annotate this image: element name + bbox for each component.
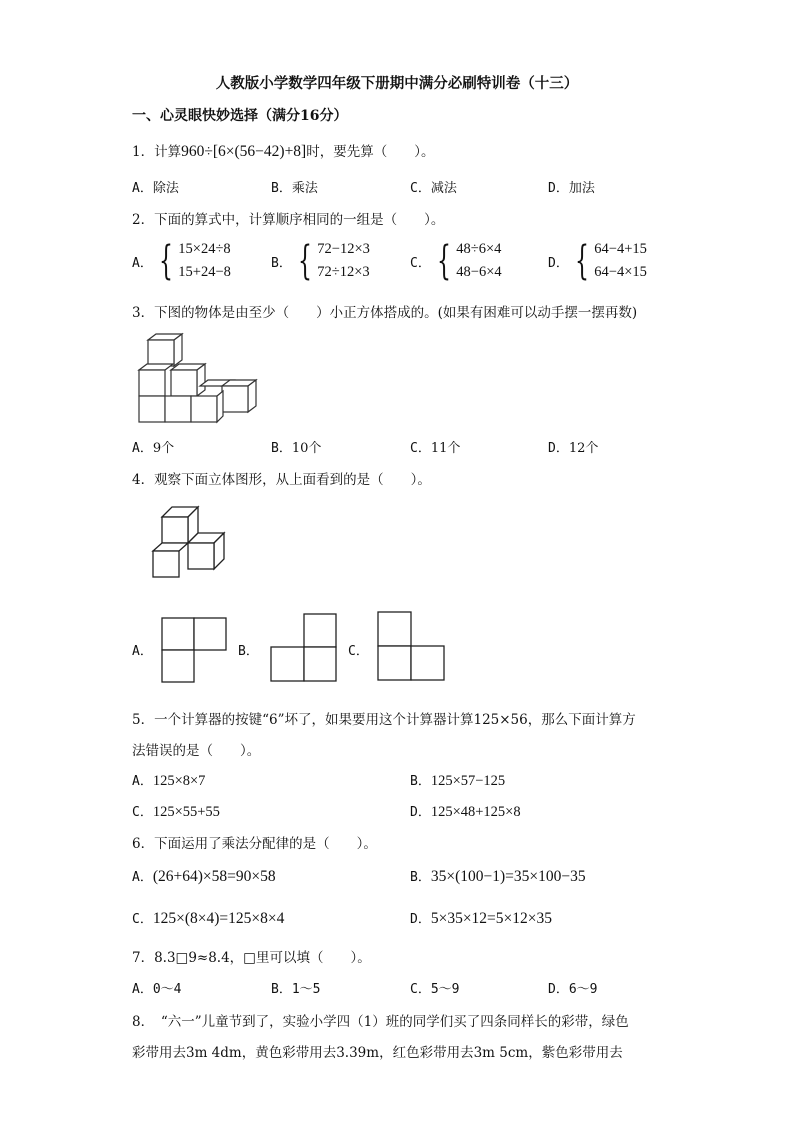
question-6: 6．下面运用了乘法分配律的是（ ）。 xyxy=(132,836,377,852)
q4-option-c-label[interactable]: C． xyxy=(348,644,369,659)
q1-option-d[interactable]: D．加法 xyxy=(548,181,595,196)
q3-option-b[interactable]: B．10个 xyxy=(271,441,322,456)
q4-option-b-label[interactable]: B． xyxy=(238,644,259,659)
q2-option-b[interactable]: B． { 72−12×3 72÷12×3 xyxy=(271,238,370,284)
question-8-line2: 彩带用去3m 4dm，黄色彩带用去3.39m，红色彩带用去3m 5cm，紫色彩带用去 xyxy=(132,1045,623,1061)
q6-option-b[interactable]: B．35×(100−1)=35×100−35 xyxy=(410,868,586,885)
q1-option-c[interactable]: C．减法 xyxy=(410,181,457,196)
q3-option-a[interactable]: A．9个 xyxy=(132,441,175,456)
q2-option-c[interactable]: C． { 48÷6×4 48−6×4 xyxy=(410,238,502,284)
question-1 xyxy=(132,140,434,161)
q7-option-b[interactable]: B．1～5 xyxy=(271,982,321,997)
q1-tail: 时，要先算（ ）。 xyxy=(306,144,435,160)
q6-option-d[interactable]: D．5×35×12=5×12×35 xyxy=(410,910,553,927)
section-heading: 一、心灵眼快妙选择（满分16分） xyxy=(132,108,348,124)
q5-option-c[interactable]: C．125×55+55 xyxy=(132,804,220,820)
q4-solid-figure xyxy=(150,505,228,581)
q7-option-a[interactable]: A．0～4 xyxy=(132,982,182,997)
q2-option-a[interactable]: A． { 15×24÷8 15+24−8 xyxy=(132,238,231,284)
question-5-line1: 5．一个计算器的按键“6”坏了，如果要用这个计算器计算125×56，那么下面计算方 xyxy=(132,712,636,728)
q3-option-c[interactable]: C．11个 xyxy=(410,441,461,456)
question-3: 3．下图的物体是由至少（ ）小正方体搭成的。(如果有困难可以动手摆一摆再数) xyxy=(132,305,638,321)
q3-cube-stack-figure xyxy=(136,330,260,424)
q5-option-b[interactable]: B．125×57−125 xyxy=(410,773,506,789)
q6-option-a[interactable]: A．(26+64)×58=90×58 xyxy=(132,868,276,885)
question-8-line1: 8． “六一”儿童节到了，实验小学四（1）班的同学们买了四条同样长的彩带，绿色 xyxy=(132,1014,629,1030)
q6-option-c[interactable]: C．125×(8×4)=125×8×4 xyxy=(132,910,285,927)
q1-prefix: 1．计算 xyxy=(132,144,182,160)
q5-option-a[interactable]: A．125×8×7 xyxy=(132,773,206,789)
q4-option-b-shape[interactable] xyxy=(270,613,338,683)
q7-option-d[interactable]: D．6～9 xyxy=(548,982,598,997)
q4-option-a-shape[interactable] xyxy=(161,617,229,685)
q2-option-d[interactable]: D． { 64−4+15 64−4×15 xyxy=(548,238,647,284)
q1-option-b[interactable]: B．乘法 xyxy=(271,181,318,196)
q5-option-d[interactable]: D．125×48+125×8 xyxy=(410,804,521,820)
q4-option-a-label[interactable]: A． xyxy=(132,644,153,659)
q3-option-d[interactable]: D．12个 xyxy=(548,441,599,456)
question-2: 2．下面的算式中，计算顺序相同的一组是（ ）。 xyxy=(132,212,445,228)
q7-option-c[interactable]: C．5～9 xyxy=(410,982,460,997)
page-title: 人教版小学数学四年级下册期中满分必刷特训卷（十三） xyxy=(215,75,579,92)
q1-expression: 960÷[6×(56−42)+8] xyxy=(181,143,307,160)
question-5-line2: 法错误的是（ ）。 xyxy=(132,743,261,759)
q4-option-c-shape[interactable] xyxy=(377,611,447,683)
question-4: 4．观察下面立体图形，从上面看到的是（ ）。 xyxy=(132,472,431,488)
q1-option-a[interactable]: A．除法 xyxy=(132,181,179,196)
question-7: 7．8.3□9≈8.4，□里可以填（ ）。 xyxy=(132,950,371,966)
